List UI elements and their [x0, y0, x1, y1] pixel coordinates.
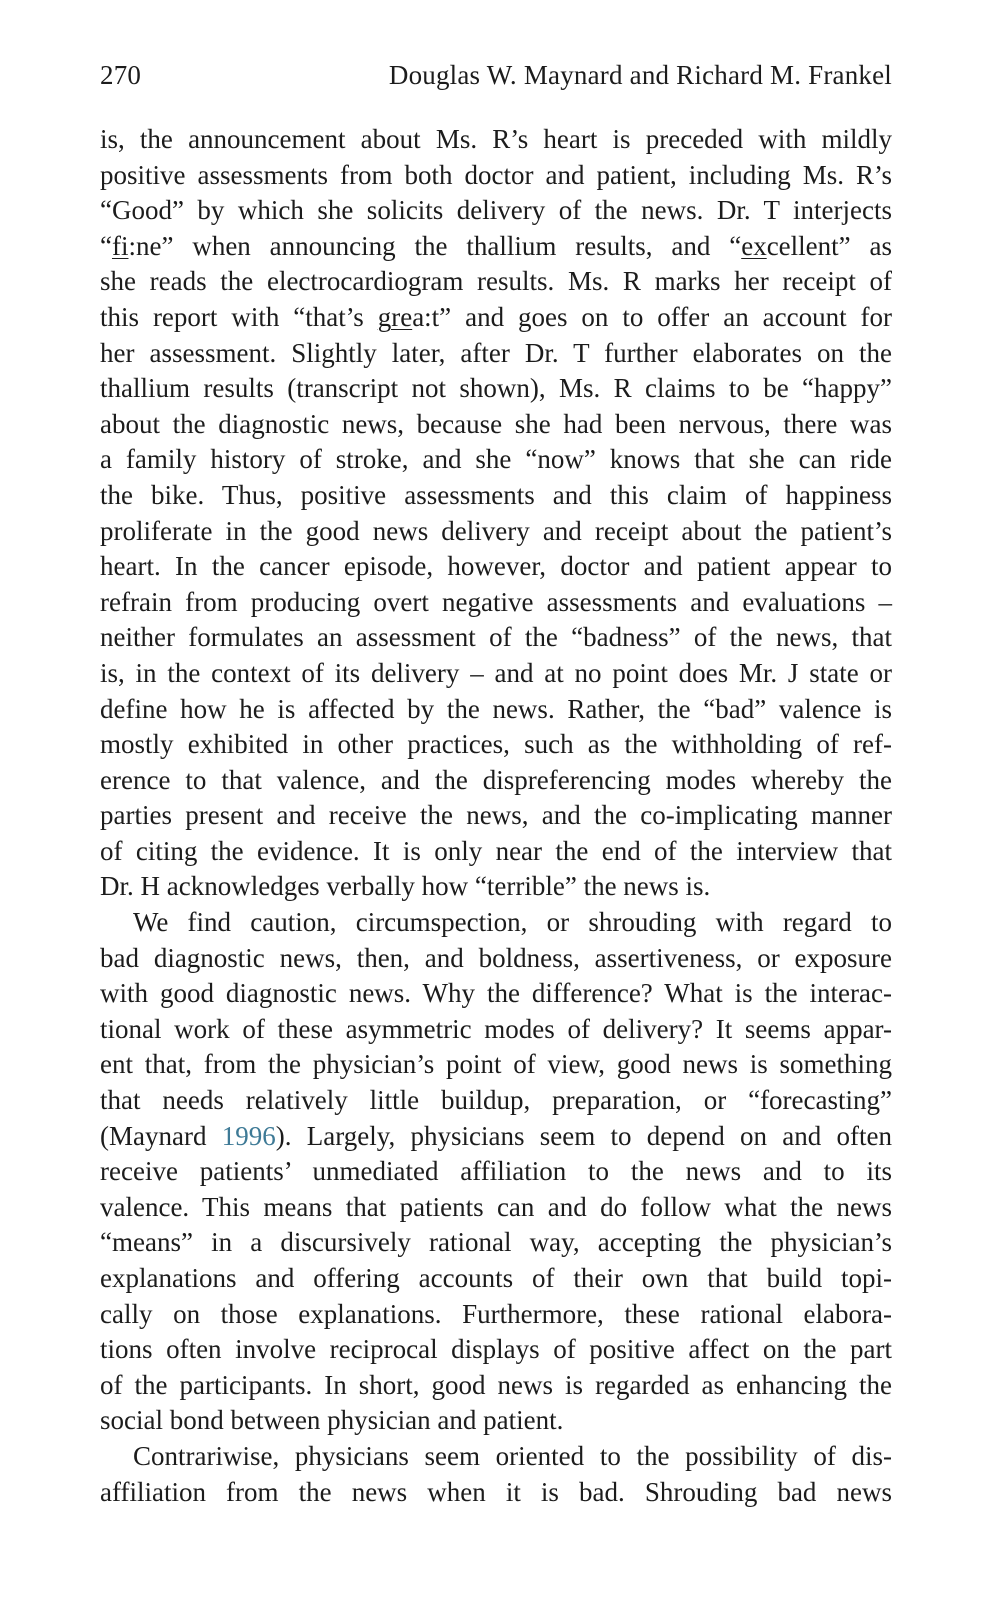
- text-line: define how he is affected by the news. Rather, the “bad” valence is: [100, 693, 892, 724]
- running-title: Douglas W. Maynard and Richard M. Frankel: [388, 60, 892, 90]
- text-line: is, the announcement about Ms. R’s heart is preceded with mildly: [100, 124, 892, 154]
- text-line: thallium results (transcript not shown), Ms. R claims to be “happy”: [100, 373, 892, 404]
- text-line: proliferate in the good news delivery and receipt about the patient’s: [100, 515, 892, 546]
- text-fragment: :ne” when announcing the thallium results, and “: [128, 230, 742, 261]
- paragraph-2: [100, 905, 892, 1439]
- text-line: about the diagnostic news, because she had been nervous, there was: [100, 408, 892, 439]
- text-line: of the participants. In short, good news is regarded as enhancing the: [100, 1369, 892, 1400]
- text-line: of citing the evidence. It is only near the end of the interview that: [100, 835, 892, 866]
- text-line: her assessment. Slightly later, after Dr. T further elaborates on the: [100, 337, 892, 368]
- text-line: receive patients’ unmediated affiliation to the news and to its: [100, 1156, 892, 1187]
- body-text: [100, 122, 892, 1510]
- text-line: heart. In the cancer episode, however, doctor and patient appear to: [100, 551, 892, 582]
- page-number: 270: [100, 60, 142, 90]
- text-fragment: (Maynard: [100, 1120, 222, 1151]
- citation-link[interactable]: 1996: [221, 1120, 276, 1151]
- text-fragment: a:t” and goes on to offer an account for: [412, 301, 892, 332]
- text-line: [100, 229, 892, 265]
- text-line: We find caution, circumspection, or shrouding with regard to: [133, 907, 892, 938]
- text-line: is, in the context of its delivery – and at no point does Mr. J state or: [100, 657, 892, 688]
- text-line: valence. This means that patients can and do follow what the news: [100, 1191, 892, 1222]
- text-line: that needs relatively little buildup, preparation, or “forecasting”: [100, 1085, 892, 1116]
- underlined-emphasis: gre: [377, 301, 413, 332]
- text-line: with good diagnostic news. Why the difference? What is the interac-: [100, 978, 892, 1009]
- text-fragment: cellent” as: [766, 230, 893, 261]
- text-line: affiliation from the news when it is bad. Shrouding bad news: [100, 1476, 892, 1507]
- text-fragment: this report with “that’s: [100, 301, 378, 332]
- text-line: [100, 1119, 892, 1155]
- text-line: ent that, from the physician’s point of view, good news is something: [100, 1049, 892, 1080]
- running-header: [100, 60, 892, 100]
- text-line: tional work of these asymmetric modes of delivery? It seems appar-: [100, 1013, 892, 1044]
- text-line: mostly exhibited in other practices, such as the withholding of ref-: [100, 729, 892, 760]
- underlined-emphasis: ex: [741, 230, 767, 261]
- text-line: cally on those explanations. Furthermore, these rational elabora-: [100, 1298, 892, 1329]
- paragraph-3: [100, 1439, 892, 1510]
- text-line: [100, 300, 892, 336]
- text-line: she reads the electrocardiogram results. Ms. R marks her receipt of: [100, 266, 892, 297]
- text-line: erence to that valence, and the dispreferencing modes whereby the: [100, 764, 892, 795]
- text-fragment: “: [100, 230, 112, 261]
- underlined-emphasis: fi: [111, 230, 129, 261]
- text-line: explanations and offering accounts of their own that build topi-: [100, 1263, 892, 1293]
- text-line: the bike. Thus, positive assessments and this claim of happiness: [100, 479, 892, 510]
- text-line: Dr. H acknowledges verbally how “terrible” the news is.: [100, 871, 711, 902]
- text-line: tions often involve reciprocal displays of positive affect on the part: [100, 1334, 892, 1365]
- text-line: Contrariwise, physicians seem oriented to the possibility of dis-: [133, 1440, 892, 1471]
- paragraph-1: [100, 122, 892, 905]
- text-line: “Good” by which she solicits delivery of the news. Dr. T interjects: [100, 195, 892, 226]
- text-line: refrain from producing overt negative assessments and evaluations –: [100, 586, 892, 617]
- text-line: social bond between physician and patient.: [100, 1405, 564, 1436]
- text-line: parties present and receive the news, and the co-implicating manner: [100, 800, 892, 831]
- text-line: bad diagnostic news, then, and boldness, assertiveness, or exposure: [100, 942, 892, 973]
- text-line: a family history of stroke, and she “now” knows that she can ride: [100, 444, 892, 475]
- text-line: positive assessments from both doctor and patient, including Ms. R’s: [100, 159, 892, 190]
- text-fragment: ). Largely, physicians seem to depend on and often: [275, 1120, 892, 1151]
- text-line: neither formulates an assessment of the “badness” of the news, that: [100, 622, 892, 653]
- text-line: “means” in a discursively rational way, accepting the physician’s: [100, 1227, 892, 1258]
